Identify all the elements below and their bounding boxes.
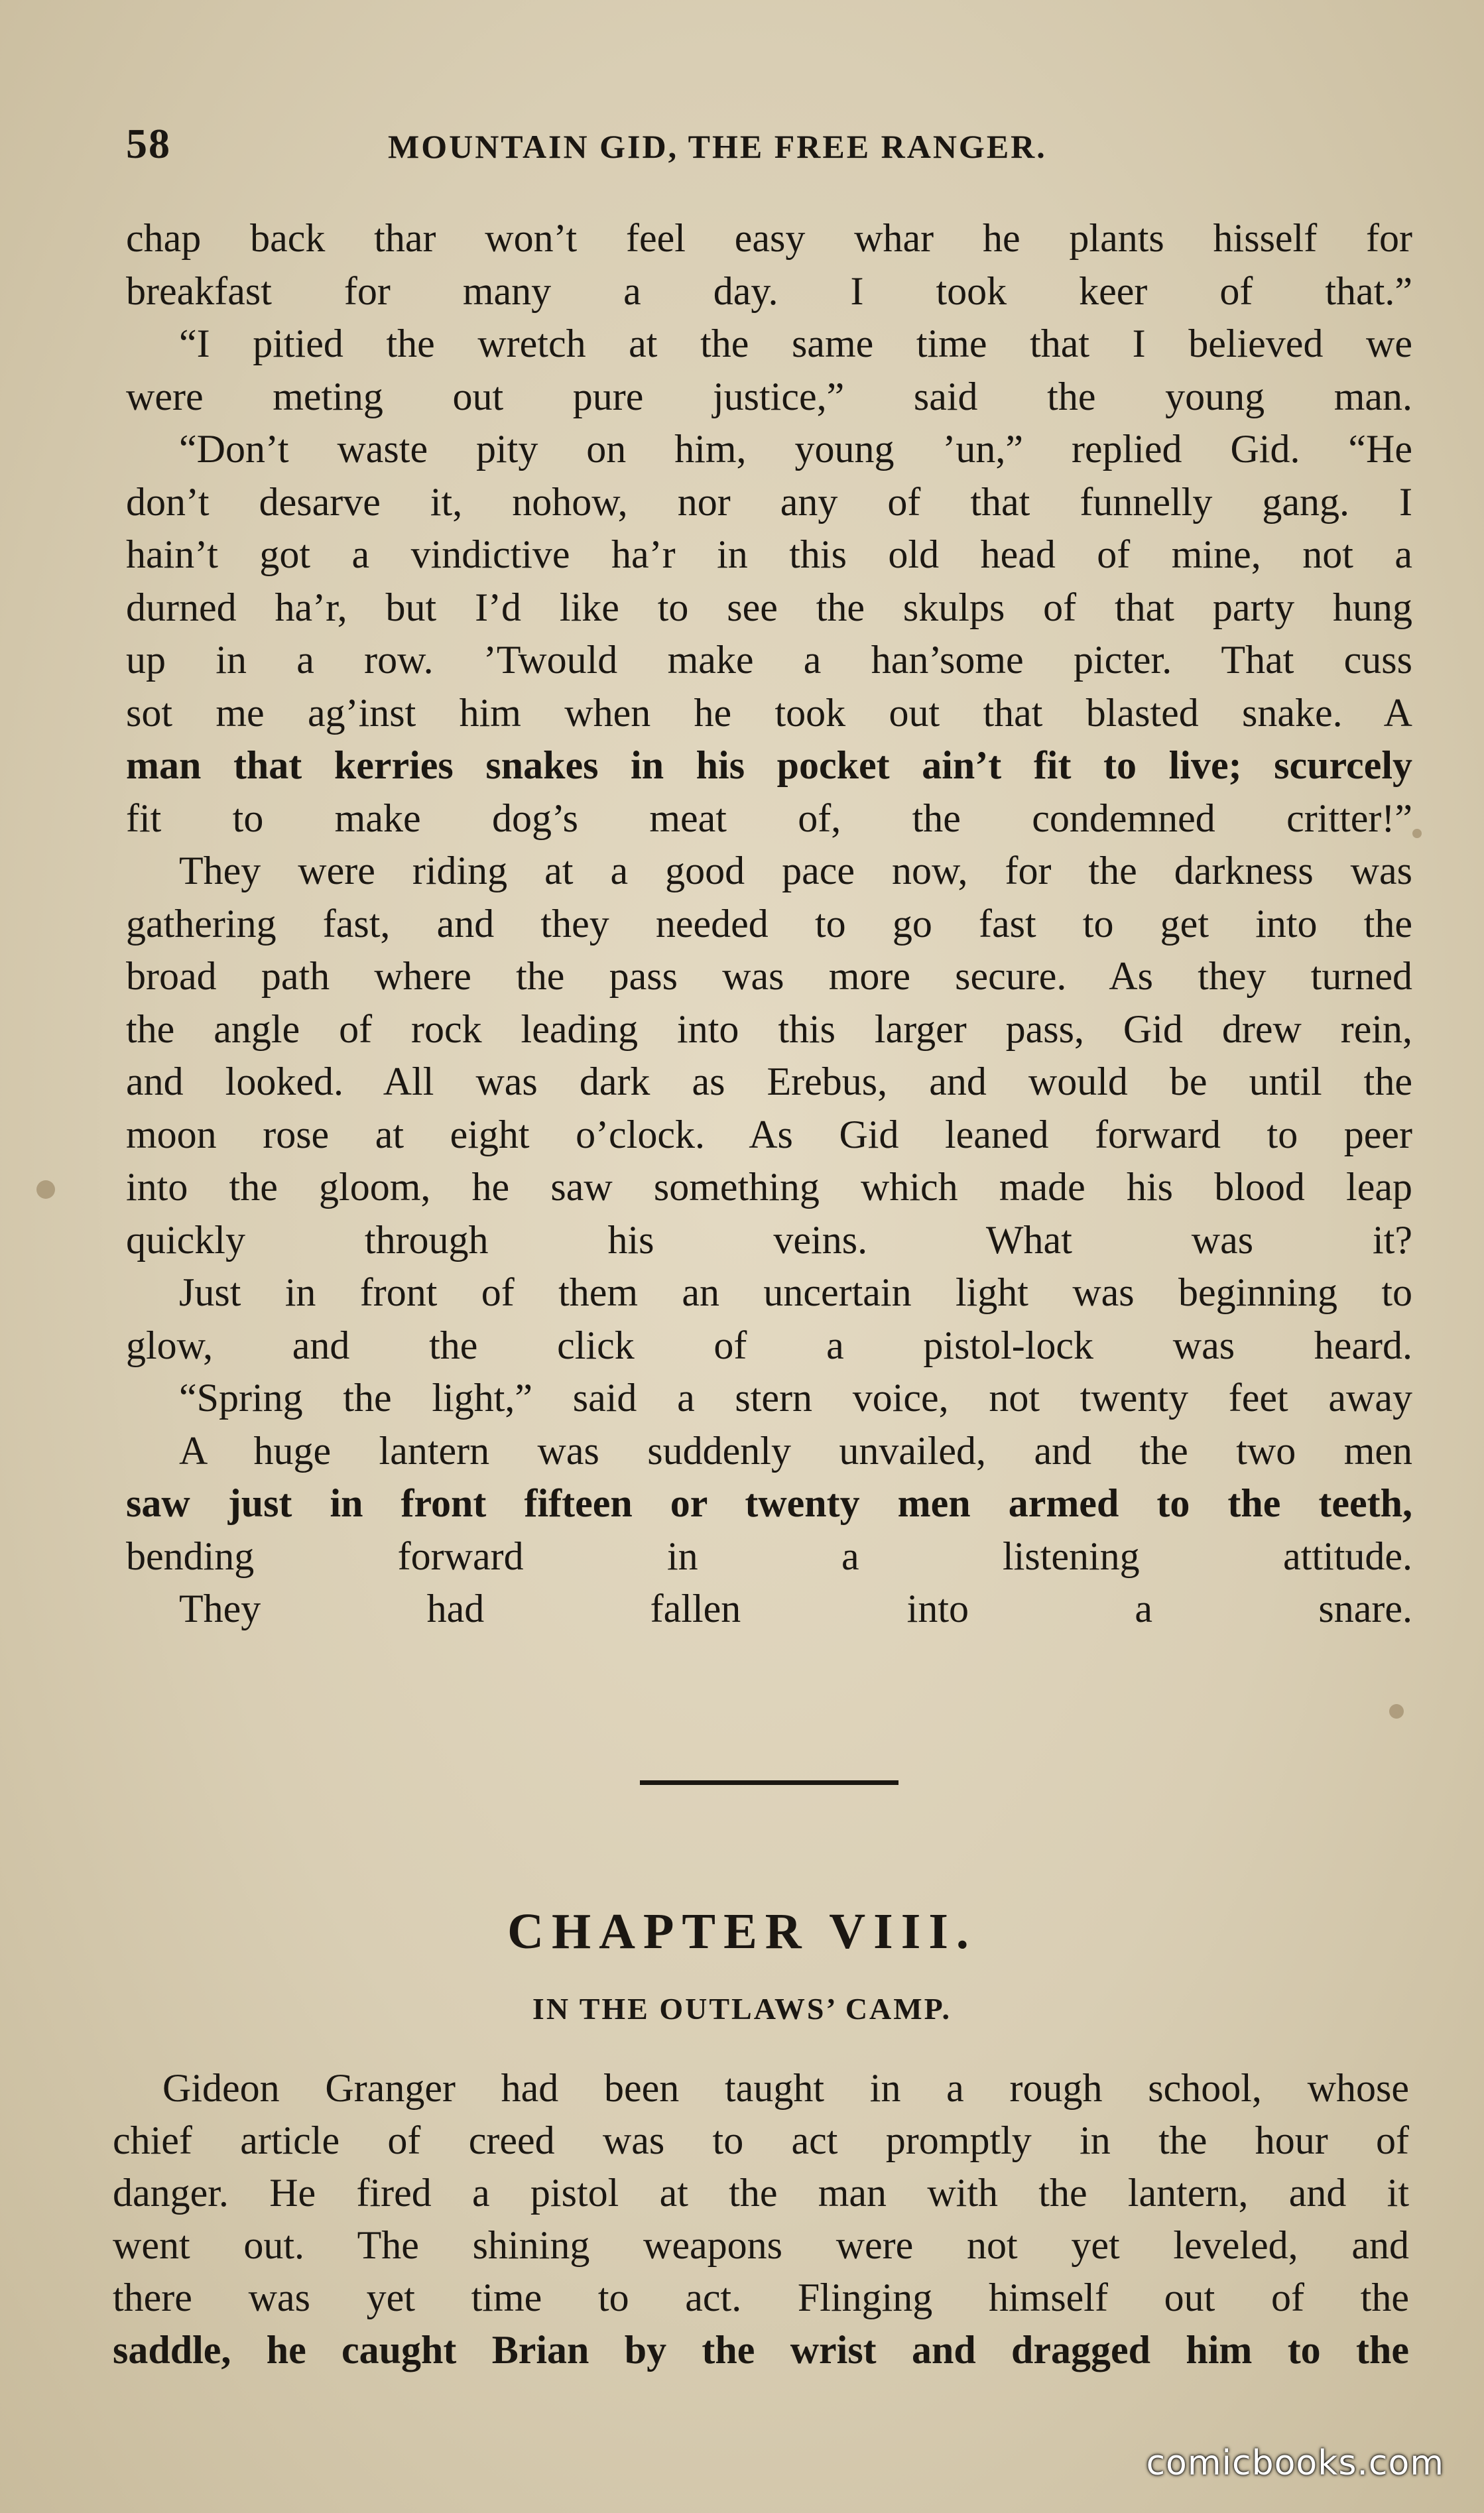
section-divider — [640, 1780, 898, 1785]
text-line: sot me ag’inst him when he took out that blasted snake. A — [126, 690, 1412, 735]
text-line: don’t desarve it, nohow, nor any of that funnelly gang. I — [126, 479, 1412, 524]
chapter-subtitle: IN THE OUTLAWS’ CAMP. — [532, 1992, 952, 2026]
body-text — [126, 212, 1412, 1636]
text-line: breakfast for many a day. I took keer of that.” — [126, 269, 1412, 313]
watermark: comicbooks.com — [1146, 2443, 1444, 2483]
text-line: man that kerries snakes in his pocket ain’t fit to live; scurcely — [126, 743, 1412, 787]
running-title: MOUNTAIN GID, THE FREE RANGER. — [388, 128, 1047, 165]
paragraph — [126, 1583, 1412, 1636]
text-line: quickly through his veins. What was it? — [126, 1217, 1412, 1262]
page-blemish — [1389, 1704, 1404, 1719]
text-line: hain’t got a vindictive ha’r in this old head of mine, not a — [126, 532, 1412, 576]
text-line: “Spring the light,” said a stern voice, not twenty feet away — [179, 1376, 1412, 1420]
chapter-text — [113, 2062, 1409, 2376]
page-header — [126, 119, 1345, 172]
paragraph — [126, 1425, 1412, 1583]
text-line: up in a row. ’Twould make a han’some picter. That cuss — [126, 638, 1412, 682]
text-line: fit to make dog’s meat of, the condemned critter!” — [126, 796, 1412, 840]
text-line: gathering fast, and they needed to go fast to get into the — [126, 901, 1412, 946]
text-line: danger. He fired a pistol at the man with the lantern, and it — [113, 2171, 1409, 2215]
paragraph — [126, 1266, 1412, 1372]
text-line: They were riding at a good pace now, for the darkness was — [179, 849, 1412, 892]
page-number: 58 — [126, 120, 171, 167]
text-line: were meting out pure justice,” said the young man. — [126, 374, 1412, 418]
page-blemish — [1412, 829, 1422, 838]
text-line: saw just in front fifteen or twenty men armed to the teeth, — [126, 1481, 1412, 1525]
text-line: saddle, he caught Brian by the wrist and dragged him to the — [113, 2328, 1409, 2372]
text-line: broad path where the pass was more secure. As they turned — [126, 954, 1412, 998]
paragraph — [126, 845, 1412, 1266]
paragraph — [126, 423, 1412, 845]
text-line: “I pitied the wretch at the same time that I believed we — [179, 322, 1412, 365]
text-line: durned ha’r, but I’d like to see the skulps of that party hung — [126, 585, 1412, 629]
text-line: there was yet time to act. Flinging himself out of the — [113, 2276, 1409, 2319]
chapter-title: CHAPTER VIII. — [507, 1904, 977, 1959]
text-line: and looked. All was dark as Erebus, and would be until the — [126, 1060, 1412, 1103]
text-line: bending forward in a listening attitude. — [126, 1534, 1412, 1578]
paragraph — [126, 212, 1412, 318]
text-line: chief article of creed was to act promptly in the hour of — [113, 2118, 1409, 2162]
text-line: went out. The shining weapons were not yet leveled, and — [113, 2223, 1409, 2267]
text-line: glow, and the click of a pistol-lock was heard. — [126, 1323, 1412, 1367]
text-line: “Don’t waste pity on him, young ’un,” replied Gid. “He — [179, 427, 1412, 471]
paragraph — [126, 318, 1412, 423]
page-blemish — [36, 1180, 55, 1199]
text-line: the angle of rock leading into this larger pass, Gid drew rein, — [126, 1007, 1412, 1051]
text-line: Just in front of them an uncertain light was beginning to — [179, 1270, 1412, 1314]
text-line: Gideon Granger had been taught in a rough school, whose — [162, 2066, 1409, 2110]
text-line: into the gloom, he saw something which made his blood leap — [126, 1165, 1412, 1209]
text-line: moon rose at eight o’clock. As Gid leaned forward to peer — [126, 1112, 1412, 1156]
text-line: They had fallen into a snare. — [179, 1587, 1412, 1630]
text-line: chap back thar won’t feel easy whar he plants hisself for — [126, 216, 1412, 260]
text-line: A huge lantern was suddenly unvailed, and the two men — [179, 1428, 1412, 1473]
paragraph — [126, 1372, 1412, 1425]
